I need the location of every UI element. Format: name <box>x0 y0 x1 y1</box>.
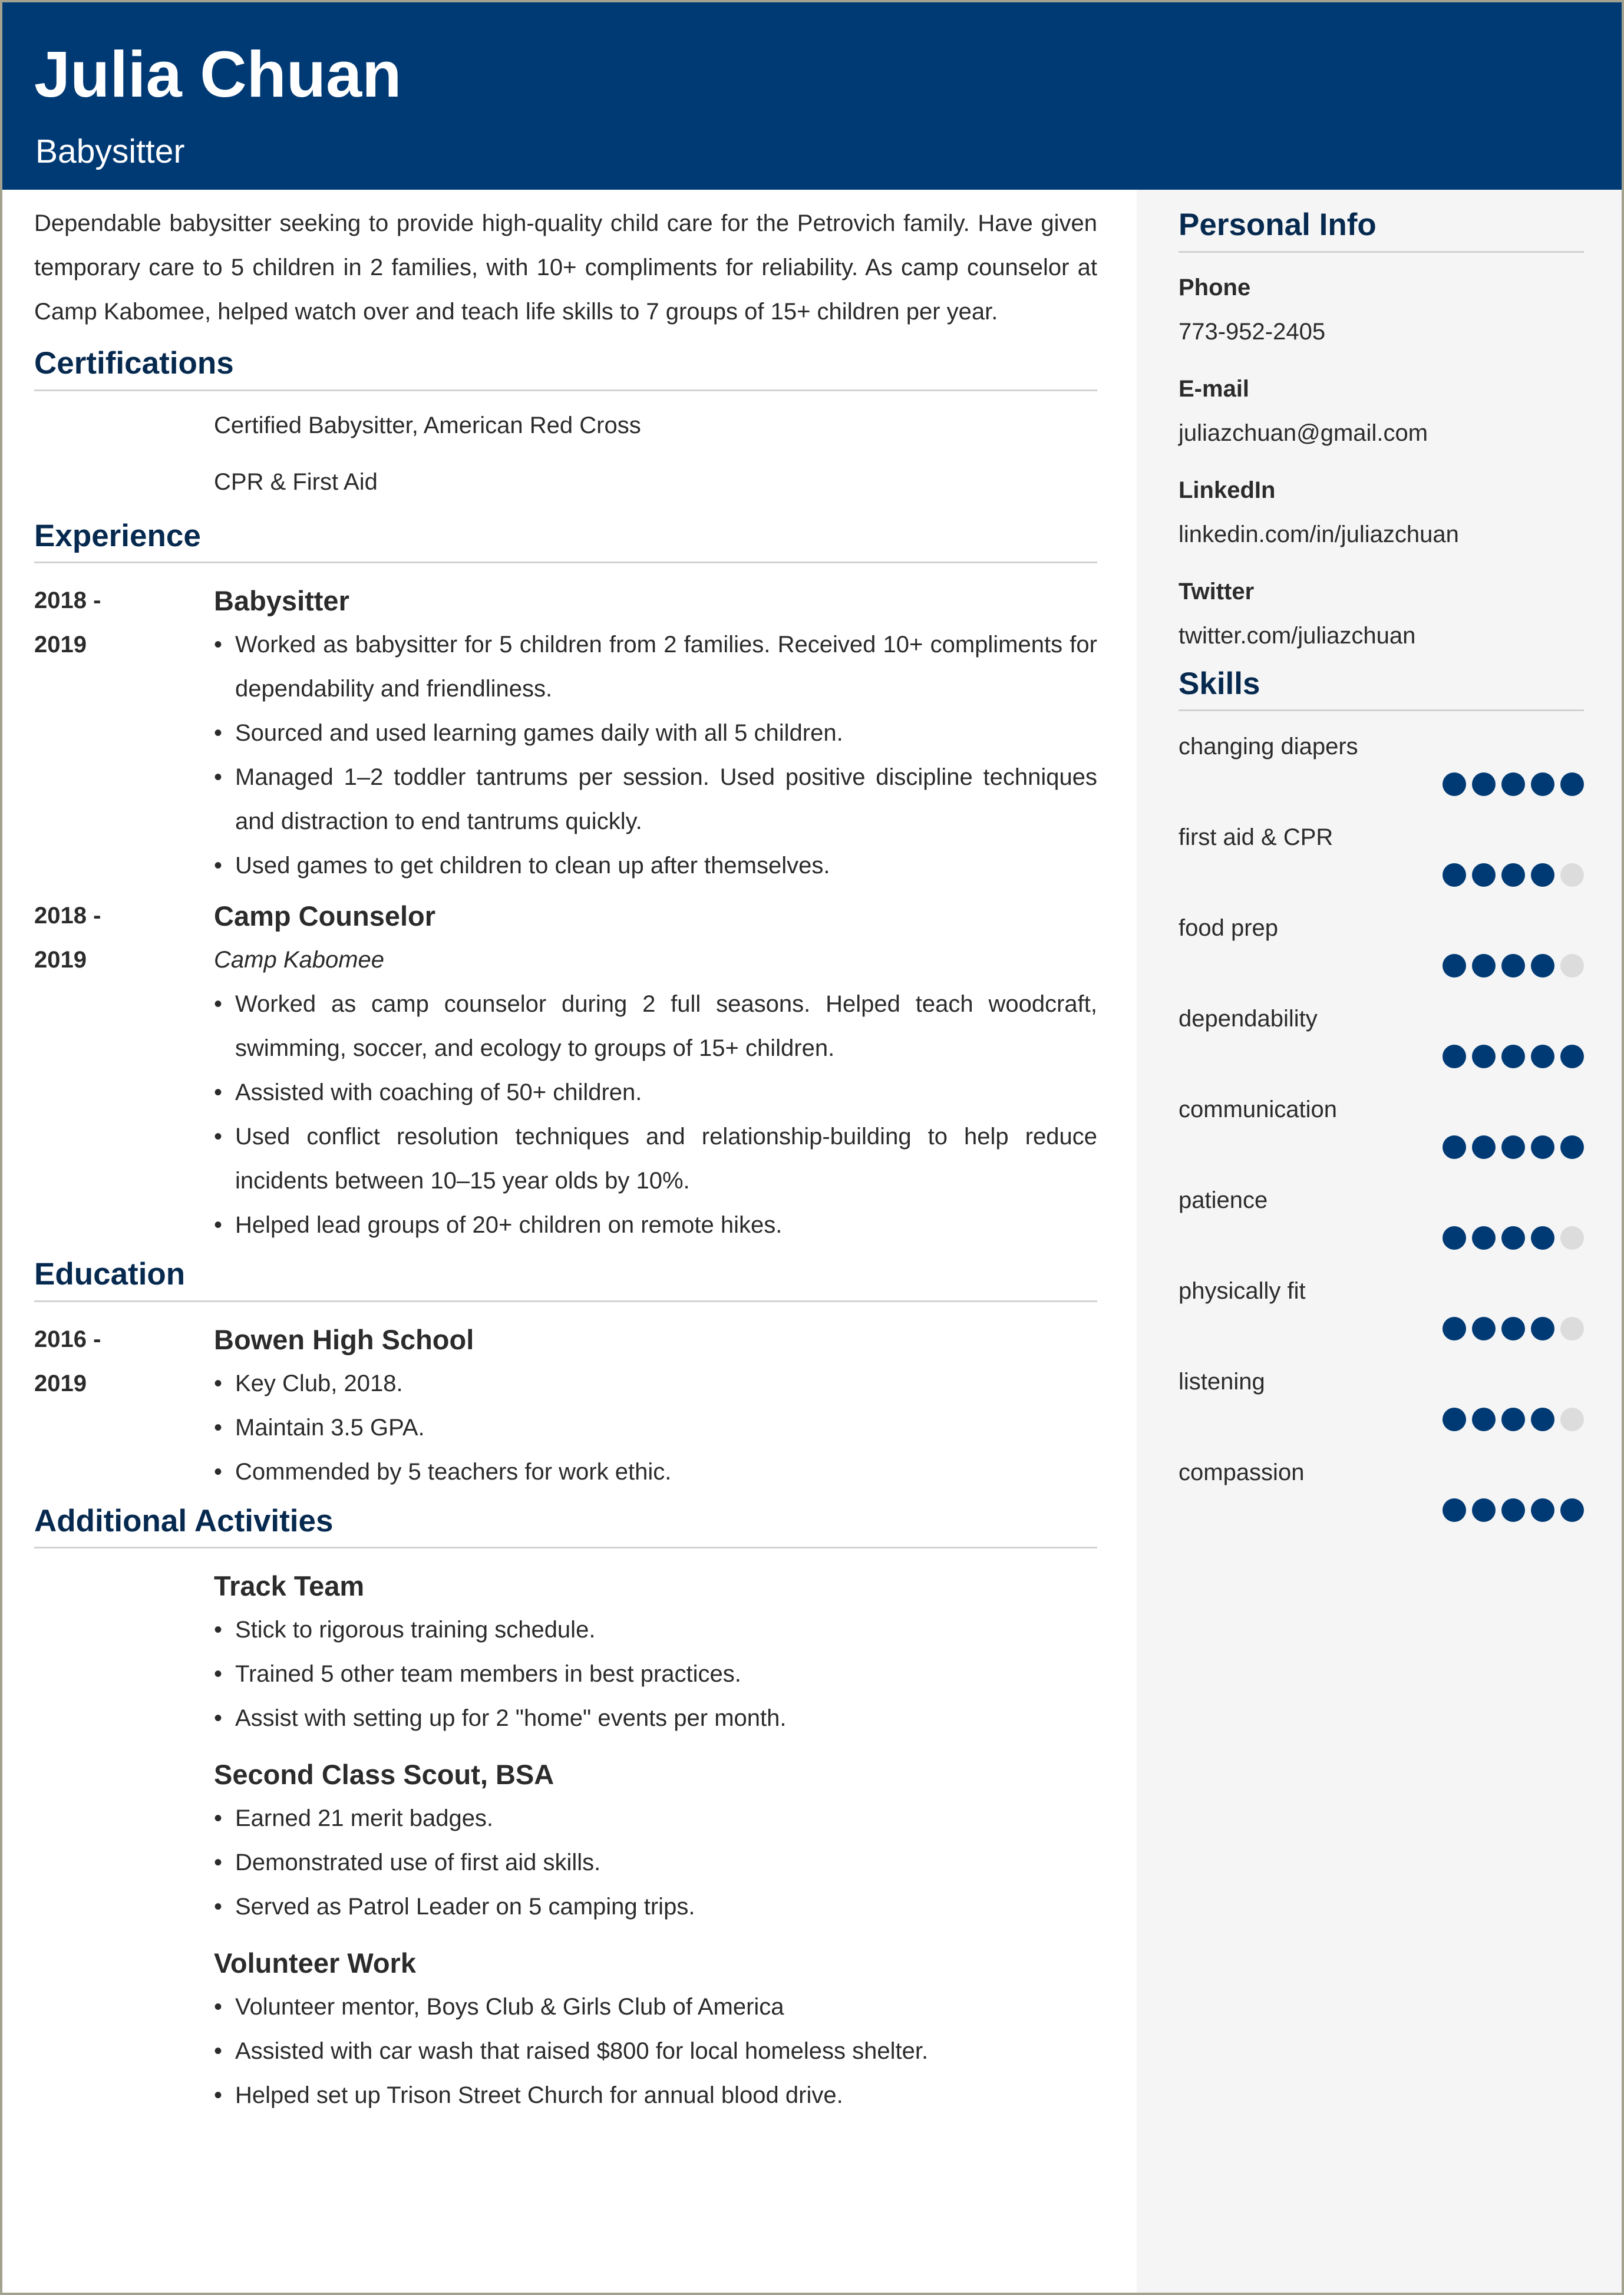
skill-name: compassion <box>1179 1459 1305 1486</box>
rating-dot-filled <box>1472 1408 1496 1431</box>
rating-dot-filled <box>1560 772 1584 796</box>
date-start: 2016 - <box>34 1326 101 1352</box>
rating-dot-empty <box>1560 954 1584 978</box>
skill-rating <box>1179 1498 1584 1522</box>
rating-dot-filled <box>1443 1226 1466 1250</box>
skill-item <box>1179 820 1584 887</box>
rating-dot-filled <box>1472 863 1496 887</box>
entry-body <box>214 894 1097 1247</box>
bullet-item: • Volunteer mentor, Boys Club & Girls Club of America <box>214 1985 1097 2029</box>
date-end: 2019 <box>34 947 87 973</box>
skill-name: changing diapers <box>1179 734 1358 760</box>
skill-name: first aid & CPR <box>1179 824 1333 851</box>
education-section <box>34 1256 1097 1494</box>
phone-value[interactable]: 773-952-2405 <box>1179 318 1326 345</box>
entry-date <box>34 894 214 1247</box>
rating-dot-filled <box>1501 1045 1525 1068</box>
certification-item: Certified Babysitter, American Red Cross <box>214 412 641 438</box>
rating-dot-filled <box>1472 1317 1496 1340</box>
skill-rating <box>1179 1045 1584 1068</box>
rating-dot-filled <box>1501 1408 1525 1431</box>
date-end: 2019 <box>34 632 87 658</box>
rating-dot-filled <box>1472 1226 1496 1250</box>
skill-name: physically fit <box>1179 1278 1306 1305</box>
skill-rating <box>1179 954 1584 978</box>
bullet-item: • Assist with setting up for 2 "home" events per month. <box>214 1696 1097 1741</box>
bullet-item: • Used conflict resolution techniques and relationship-building to help reduce incidents between 10–15 year olds by 10%. <box>214 1115 1097 1203</box>
skill-rating <box>1179 1226 1584 1250</box>
activities-section <box>34 1503 1097 2118</box>
experience-heading: Experience <box>34 517 1097 564</box>
twitter-value[interactable]: twitter.com/juliazchuan <box>1179 622 1416 649</box>
rating-dot-filled <box>1443 954 1466 978</box>
bullet-item: • Helped set up Trison Street Church for annual blood drive. <box>214 2073 1097 2118</box>
rating-dot-filled <box>1443 1135 1466 1159</box>
entry-body <box>214 1752 1097 1929</box>
candidate-title: Babysitter <box>35 133 185 170</box>
activity-title: Track Team <box>214 1570 365 1602</box>
rating-dot-filled <box>1531 1408 1554 1431</box>
skill-item <box>1179 910 1584 978</box>
bullet-item: • Maintain 3.5 GPA. <box>214 1406 1097 1450</box>
skill-item <box>1179 1364 1584 1431</box>
entry-date <box>34 1317 214 1494</box>
skill-item <box>1179 1273 1584 1340</box>
rating-dot-filled <box>1472 1135 1496 1159</box>
entry-body <box>214 1564 1097 1741</box>
bullet-item: • Assisted with car wash that raised $800 for local homeless shelter. <box>214 2029 1097 2073</box>
skill-item <box>1179 1001 1584 1068</box>
twitter-label: Twitter <box>1179 578 1255 605</box>
rating-dot-filled <box>1531 1317 1554 1340</box>
rating-dot-filled <box>1472 954 1496 978</box>
activities-heading: Additional Activities <box>34 1503 1097 1549</box>
bullet-list <box>214 1608 1097 1741</box>
skills-section <box>1179 665 1584 1523</box>
entry-date-empty <box>34 1752 214 1929</box>
bullet-item: • Commended by 5 teachers for work ethic. <box>214 1450 1097 1494</box>
skill-name: patience <box>1179 1187 1268 1214</box>
rating-dot-filled <box>1472 1498 1496 1522</box>
activity-entry <box>34 1564 1097 1741</box>
rating-dot-empty <box>1560 1226 1584 1250</box>
skill-name: communication <box>1179 1097 1338 1123</box>
rating-dot-filled <box>1501 1226 1525 1250</box>
main-column <box>34 190 1097 2118</box>
linkedin-value[interactable]: linkedin.com/in/juliazchuan <box>1179 521 1459 547</box>
skill-rating <box>1179 863 1584 887</box>
skills-heading: Skills <box>1179 665 1584 712</box>
rating-dot-filled <box>1560 1135 1584 1159</box>
bullet-item: • Helped lead groups of 20+ children on remote hikes. <box>214 1203 1097 1247</box>
bullet-item: • Served as Patrol Leader on 5 camping trips. <box>214 1885 1097 1929</box>
personal-info-section <box>1179 206 1584 658</box>
rating-dot-filled <box>1501 1135 1525 1159</box>
bullet-item: • Key Club, 2018. <box>214 1362 1097 1406</box>
certifications-section <box>34 345 1097 510</box>
rating-dot-filled <box>1501 772 1525 796</box>
entry-date-empty <box>34 1564 214 1741</box>
bullet-item: • Trained 5 other team members in best practices. <box>214 1652 1097 1696</box>
bullet-item: • Sourced and used learning games daily with all 5 children. <box>214 711 1097 755</box>
rating-dot-empty <box>1560 863 1584 887</box>
entry-date-empty <box>34 1941 214 2118</box>
skill-rating <box>1179 772 1584 796</box>
skill-item <box>1179 1092 1584 1159</box>
rating-dot-filled <box>1560 1498 1584 1522</box>
activity-title: Second Class Scout, BSA <box>214 1759 554 1791</box>
bullet-list <box>214 1797 1097 1929</box>
bullet-item: • Managed 1–2 toddler tantrums per session. Used positive discipline techniques and distraction to end tantrums quickly. <box>214 755 1097 844</box>
skill-item <box>1179 1183 1584 1250</box>
entry-date <box>34 579 214 888</box>
rating-dot-empty <box>1560 1317 1584 1340</box>
bullet-item: • Used games to get children to clean up after themselves. <box>214 844 1097 888</box>
bullet-item: • Assisted with coaching of 50+ children. <box>214 1071 1097 1115</box>
rating-dot-filled <box>1443 772 1466 796</box>
rating-dot-filled <box>1531 954 1554 978</box>
email-value[interactable]: juliazchuan@gmail.com <box>1179 420 1428 446</box>
rating-dot-filled <box>1560 1045 1584 1068</box>
skill-name: dependability <box>1179 1006 1318 1032</box>
bullet-list <box>214 1362 1097 1494</box>
skill-rating <box>1179 1317 1584 1340</box>
date-start: 2018 - <box>34 903 101 929</box>
employer-name: Camp Kabomee <box>214 947 385 973</box>
rating-dot-empty <box>1560 1408 1584 1431</box>
activity-title: Volunteer Work <box>214 1947 416 1979</box>
rating-dot-filled <box>1472 1045 1496 1068</box>
activity-entry <box>34 1752 1097 1929</box>
linkedin-label: LinkedIn <box>1179 477 1276 503</box>
skill-item <box>1179 729 1584 796</box>
skill-item <box>1179 1455 1584 1522</box>
experience-entry <box>34 894 1097 1247</box>
entry-body <box>214 579 1097 888</box>
experience-section <box>34 517 1097 1248</box>
bullet-item: • Earned 21 merit badges. <box>214 1797 1097 1841</box>
rating-dot-filled <box>1531 1226 1554 1250</box>
bullet-item: • Worked as babysitter for 5 children from 2 families. Received 10+ compliments for dependability and friendliness. <box>214 623 1097 711</box>
certifications-heading: Certifications <box>34 345 1097 391</box>
sidebar <box>1179 190 1584 1546</box>
rating-dot-filled <box>1501 1498 1525 1522</box>
rating-dot-filled <box>1443 1317 1466 1340</box>
skills-list <box>1179 729 1584 1522</box>
email-label: E-mail <box>1179 375 1250 402</box>
certification-item: CPR & First Aid <box>214 468 378 495</box>
rating-dot-filled <box>1501 863 1525 887</box>
school-name: Bowen High School <box>214 1323 474 1355</box>
rating-dot-filled <box>1443 1498 1466 1522</box>
bullet-item: • Stick to rigorous training schedule. <box>214 1608 1097 1652</box>
job-title: Camp Counselor <box>214 900 436 932</box>
rating-dot-filled <box>1531 1498 1554 1522</box>
bullet-list <box>214 1985 1097 2118</box>
activity-entry <box>34 1941 1097 2118</box>
rating-dot-filled <box>1443 1408 1466 1431</box>
bullet-list <box>214 623 1097 888</box>
rating-dot-filled <box>1443 863 1466 887</box>
entry-body <box>214 1941 1097 2118</box>
rating-dot-filled <box>1531 1045 1554 1068</box>
entry-body <box>214 1317 1097 1494</box>
experience-entry <box>34 579 1097 888</box>
skill-name: listening <box>1179 1369 1265 1395</box>
resume-header <box>2 2 1622 190</box>
rating-dot-filled <box>1531 1135 1554 1159</box>
bullet-list <box>214 982 1097 1247</box>
rating-dot-filled <box>1501 1317 1525 1340</box>
rating-dot-filled <box>1443 1045 1466 1068</box>
phone-label: Phone <box>1179 274 1251 301</box>
bullet-item: • Demonstrated use of first aid skills. <box>214 1841 1097 1885</box>
summary-text: Dependable babysitter seeking to provide high-quality child care for the Petrovich family. Have given temporary care to 5 children in 2 families, with 10+ compliments for reliability. As camp counselor at Camp Kabomee, helped watch over and teach life skills to 7 groups of 15+ children per year. <box>34 210 1097 325</box>
education-heading: Education <box>34 1256 1097 1302</box>
job-title: Babysitter <box>214 585 349 617</box>
personal-info-heading: Personal Info <box>1179 206 1584 253</box>
skill-rating <box>1179 1135 1584 1159</box>
skill-rating <box>1179 1408 1584 1431</box>
education-entry <box>34 1317 1097 1494</box>
candidate-name: Julia Chuan <box>34 38 402 111</box>
date-end: 2019 <box>34 1370 87 1396</box>
date-start: 2018 - <box>34 587 101 614</box>
skill-name: food prep <box>1179 915 1279 942</box>
rating-dot-filled <box>1472 772 1496 796</box>
rating-dot-filled <box>1531 863 1554 887</box>
bullet-item: • Worked as camp counselor during 2 full seasons. Helped teach woodcraft, swimming, soccer, and ecology to groups of 15+ children. <box>214 982 1097 1071</box>
rating-dot-filled <box>1531 772 1554 796</box>
rating-dot-filled <box>1501 954 1525 978</box>
